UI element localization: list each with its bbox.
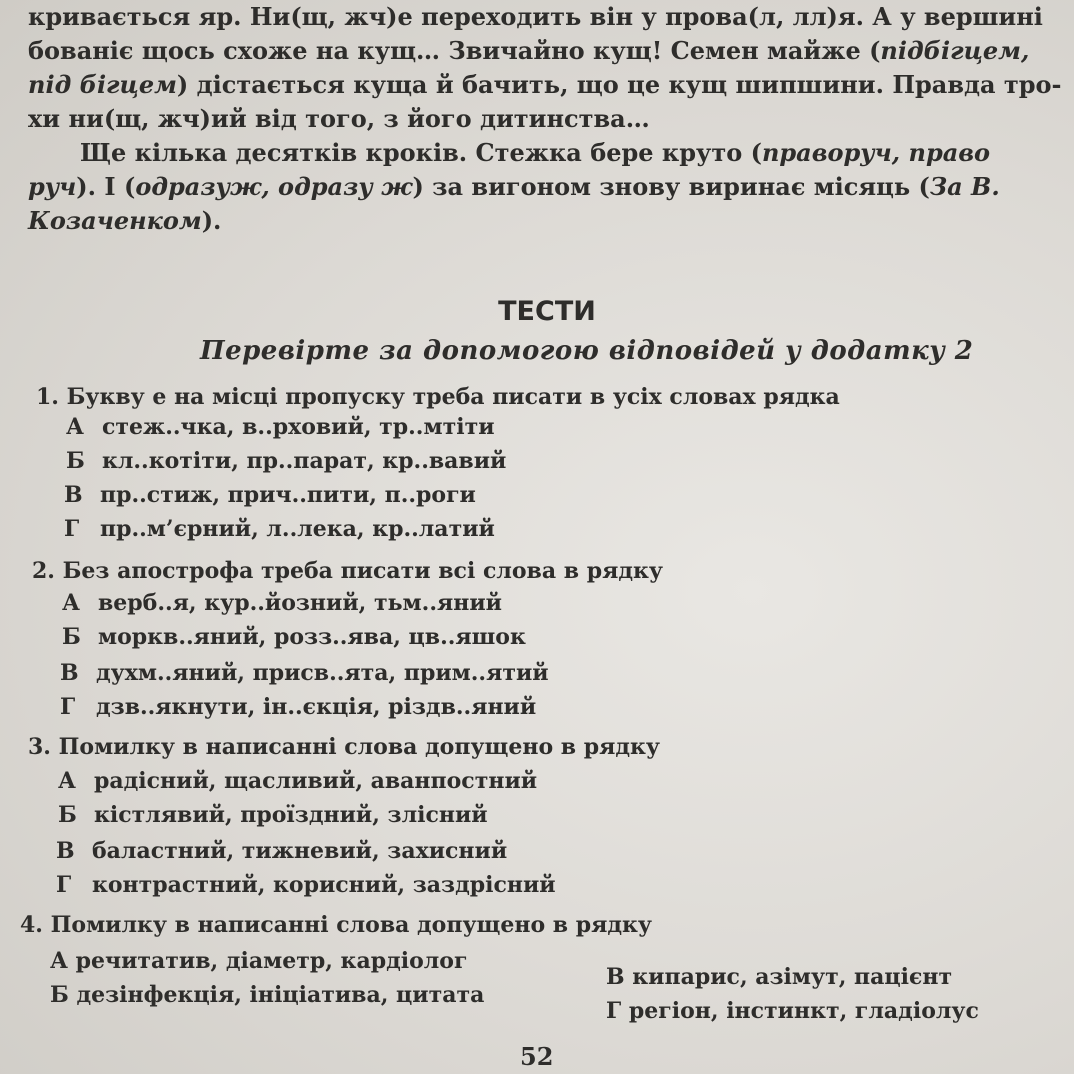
- option-text: кістлявий, проїздний, злісний: [94, 802, 488, 828]
- option-text: радісний, щасливий, аванпостний: [94, 768, 538, 794]
- option-text: пр..стиж, прич..пити, п..роги: [100, 482, 476, 508]
- tests-subheading: Перевірте за допомогою відповідей у додатку 2: [200, 336, 974, 366]
- option-text: регіон, інстинкт, гладіолус: [628, 998, 979, 1024]
- intro-line-2-end: ) дістається куща й бачить, що це кущ шипшини. Правда тро-: [176, 70, 1062, 99]
- q3-option-b: [58, 802, 488, 828]
- q1-option-b: [66, 448, 506, 474]
- intro-p2-a: Ще кілька десятків кроків. Стежка бере круто (: [80, 138, 762, 167]
- q3-option-a: [58, 768, 537, 794]
- option-text: верб..я, кур..йозний, тьм..яний: [98, 590, 502, 616]
- intro-line-2-start: бованіє щось схоже на кущ… Звичайно кущ! Семен майже (: [28, 36, 881, 65]
- option-letter: Г: [60, 694, 76, 720]
- option-letter: В: [606, 964, 625, 990]
- q4-option-d: [606, 998, 979, 1024]
- q3-option-d: [56, 872, 556, 898]
- tests-heading: ТЕСТИ: [498, 296, 596, 327]
- q2-option-a: [62, 590, 502, 616]
- option-text: речитатив, діаметр, кардіолог: [75, 948, 468, 974]
- q4-option-c: [606, 964, 952, 990]
- intro-paragraph-1: [28, 0, 1062, 136]
- option-text: пр..м’єрний, л..лека, кр..латий: [100, 516, 495, 542]
- intro-line-2-italic: підбігцем, під бігцем: [28, 36, 1030, 99]
- intro-p2-c: ) за вигоном знову виринає місяць (: [412, 172, 930, 201]
- option-letter: А: [66, 414, 84, 440]
- option-letter: А: [62, 590, 80, 616]
- q4-option-b: [50, 982, 484, 1008]
- option-text: духм..яний, присв..ята, прим..ятий: [96, 660, 549, 686]
- intro-p2-c-italic: За В. Козаченком: [28, 172, 1000, 235]
- option-text: дзв..якнути, ін..єкція, різдв..яний: [96, 694, 537, 720]
- question-3: 3. Помилку в написанні слова допущено в рядку: [28, 734, 660, 760]
- intro-line-1: кривається яр. Ни(щ, жч)е переходить він у прова(л, лл)я. А у вершині: [28, 2, 1043, 31]
- option-text: кипарис, азімут, пацієнт: [632, 964, 953, 990]
- q3-option-c: [56, 838, 507, 864]
- option-letter: Б: [58, 802, 77, 828]
- q1-option-d: [64, 516, 495, 542]
- option-text: дезінфекція, ініціатива, цитата: [76, 982, 485, 1008]
- option-letter: В: [60, 660, 79, 686]
- option-letter: Б: [66, 448, 85, 474]
- q2-option-b: [62, 624, 526, 650]
- option-text: баластний, тижневий, захисний: [92, 838, 508, 864]
- q1-option-c: [64, 482, 476, 508]
- q2-option-d: [60, 694, 536, 720]
- option-letter: Г: [56, 872, 72, 898]
- option-letter: Г: [64, 516, 80, 542]
- option-letter: В: [64, 482, 83, 508]
- intro-p2-a-italic: праворуч, право руч: [28, 138, 991, 201]
- q4-option-a: [50, 948, 467, 974]
- option-text: кл..котіти, пр..парат, кр..вавий: [102, 448, 507, 474]
- question-1: 1. Букву е на місці пропуску треба писати в усіх словах рядка: [36, 384, 840, 410]
- intro-p2-d: ).: [201, 206, 222, 235]
- intro-line-3: хи ни(щ, жч)ий від того, з його дитинства…: [28, 104, 650, 133]
- option-text: контрастний, корисний, заздрісний: [92, 872, 556, 898]
- intro-p2-b: ). І (: [76, 172, 136, 201]
- question-2: 2. Без апострофа треба писати всі слова в рядку: [32, 558, 663, 584]
- q2-option-c: [60, 660, 549, 686]
- option-letter: А: [58, 768, 76, 794]
- option-letter: А: [50, 948, 68, 974]
- intro-text: [28, 0, 1062, 238]
- option-text: стеж..чка, в..рховий, тр..мтіти: [102, 414, 495, 440]
- option-letter: Б: [62, 624, 81, 650]
- page-number: 52: [520, 1042, 554, 1071]
- option-letter: Г: [606, 998, 622, 1024]
- q1-option-a: [66, 414, 495, 440]
- question-4: 4. Помилку в написанні слова допущено в рядку: [20, 912, 652, 938]
- option-letter: Б: [50, 982, 69, 1008]
- intro-p2-b-italic: одразуж, одразу ж: [135, 172, 413, 201]
- intro-paragraph-2: [28, 136, 1062, 238]
- option-text: моркв..яний, розз..ява, цв..яшок: [98, 624, 526, 650]
- option-letter: В: [56, 838, 75, 864]
